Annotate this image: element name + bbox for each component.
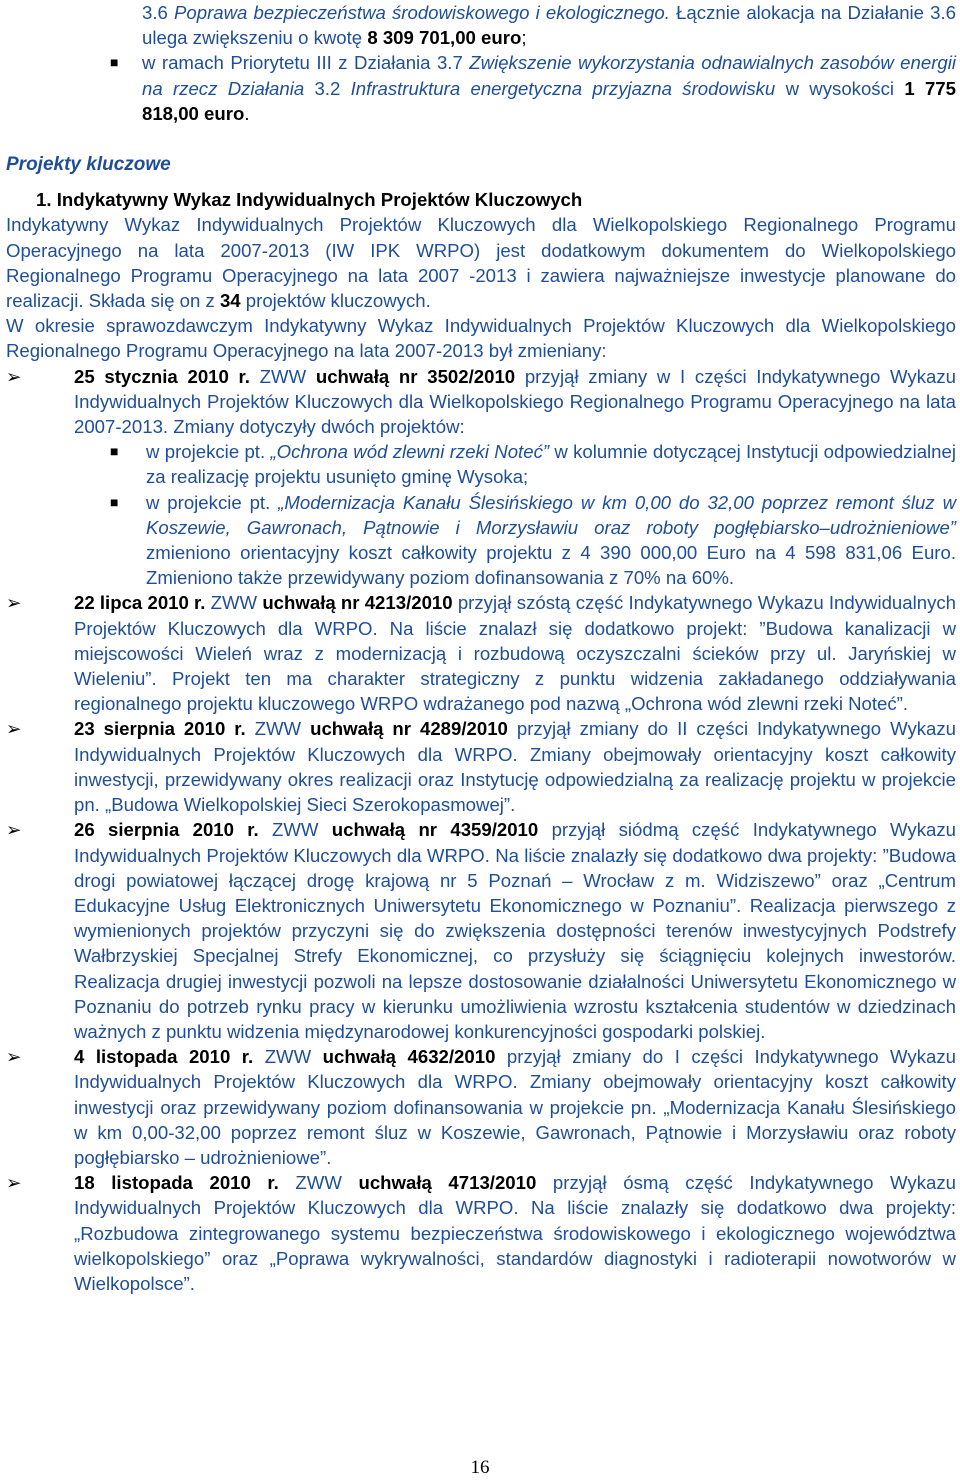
item-number: 3.7 — [436, 52, 463, 74]
resolution-number: uchwałą nr 4213/2010 — [262, 592, 453, 614]
item-number: 3.6 — [142, 2, 168, 23]
project-count: 34 — [219, 290, 241, 312]
item-text: . — [244, 102, 250, 124]
paragraph: W okresie sprawozdawczym Indykatywny Wykaz Indywidualnych Projektów Kluczowych dla Wielkopolskiego Regionalnego Programu Operacyjnego na lata 2007-2013 był zmieniany: — [6, 315, 956, 362]
resolution-number: uchwałą 4713/2010 — [358, 1172, 537, 1194]
list-item: ➢ 26 sierpnia 2010 r. ZWW uchwałą nr 4359/2010 przyjął siódmą część Indykatywnego Wykazu Indywidualnych Projektów Kluczowych dla WRPO. Na liście znalazły się dodatkowo dwa projekty: ”Budowa drogi powiatowej łączącej drogę krajową nr 5 Poznań – Wrocław z m. Widziszewo” oraz „Centrum Edukacyjne Usług Elektronicznych Uniwersytetu Ekonomicznego w Poznaniu”. Realizacja pierwszego z wymienionych projektów przyczyni się do zwiększenia dostępności terenów inwestycyjnych Podstrefy Wałbrzyskiej Specjalnej Strefy Ekonomicznej, co przysłuży się ściągnięciu kolejnych inwestorów. Realizacja drugiej inwestycji pozwoli na lepsze dostosowanie działalności Uniwersytetu Ekonomicznego w Poznaniu do potrzeb rynku pracy w kierunku umożliwienia wzrostu kształcenia studentów w dziedzinach ważnych z punktu widzenia międzynarodowej konkurencyjności gospodarki polskiej. — [6, 819, 956, 1042]
item-title: Poprawa bezpieczeństwa środowiskowego i ekologicznego. — [174, 2, 670, 23]
list-item: ■ w projekcie pt. „Modernizacja Kanału Ślesińskiego w km 0,00 do 32,00 poprzez remont śluz w Koszewie, Gawronach, Pątnowie i Morzysławiu oraz roboty pogłębiarsko–udrożnieniowe” zmieniono orientacyjny koszt całkowity projektu z 4 390 000,00 Euro na 4 598 831,06 Euro. Zmieniono także przewidywany poziom dofinansowania z 70% na 60%. — [110, 491, 957, 589]
change-date: 4 listopada 2010 r. — [74, 1046, 254, 1068]
item-title: Infrastruktura energetyczna przyjazna środowisku — [350, 77, 776, 99]
subsection-heading — [6, 187, 956, 212]
resolution-number: uchwałą nr 3502/2010 — [315, 365, 516, 387]
change-date: 18 listopada 2010 r. — [74, 1172, 279, 1194]
square-bullet-icon: ■ — [110, 54, 119, 71]
list-item: ➢ 18 listopada 2010 r. ZWW uchwałą 4713/2010 przyjął ósmą część Indykatywnego Wykazu Indywidualnych Projektów Kluczowych dla WRPO. Na liście znalazły się dodatkowo dwa projekty: „Rozbudowa zintegrowanego systemu bezpieczeństwa środowiskowego i ekologicznego województwa wielkopolskiego” oraz „Poprawa wykrywalności, standardów diagnostyki i radioterapii nowotworów w Wielkopolsce”. — [6, 1172, 956, 1294]
resolution-number: uchwałą nr 4289/2010 — [310, 718, 508, 740]
subsection-title: Indykatywny Wykaz Indywidualnych Projektów Kluczowych — [56, 189, 583, 211]
item-text: Łącznie alokacja na Działanie 3.6 ulega zwiększeniu o kwotę — [142, 2, 957, 49]
subsection-number: 1. — [36, 189, 52, 211]
item-amount: 1 775 818,00 euro — [142, 77, 956, 124]
page-number: 16 — [470, 1457, 490, 1478]
change-date: 26 sierpnia 2010 r. — [74, 819, 259, 841]
list-item — [6, 0, 956, 50]
paragraph: Indykatywny Wykaz Indywidualnych Projektów Kluczowych dla Wielkopolskiego Regionalnego Programu Operacyjnego na lata 2007-2013 (IW IPK WRPO) jest dodatkowym dokumentem do Wielkopolskiego Regionalnego Programu Operacyjnego na lata 2007 -2013 i zawiera najważniejsze inwestycje planowane do realizacji. Składa się on z 34 projektów kluczowych. — [6, 214, 956, 312]
item-amount: 8 309 701,00 euro — [367, 27, 522, 49]
square-bullet-icon: ■ — [110, 493, 119, 510]
resolution-number: uchwałą 4632/2010 — [322, 1046, 496, 1068]
change-date: 23 sierpnia 2010 r. — [74, 718, 246, 740]
arrow-bullet-icon: ➢ — [6, 1172, 22, 1194]
item-text: w wysokości — [785, 77, 895, 99]
section-heading: Projekty kluczowe — [6, 154, 171, 176]
change-date: 22 lipca 2010 r. — [74, 592, 206, 614]
list-item: ➢ 23 sierpnia 2010 r. ZWW uchwałą nr 4289/2010 przyjął zmiany do II części Indykatywnego Wykazu Indywidualnych Projektów Kluczowych dla WRPO. Zmiany obejmowały orientacyjny koszt całkowity inwestycji, przewidywany okres realizacji oraz Instytucję odpowiedzialną za realizację projektu w projekcie pn. „Budowa Wielkopolskiej Sieci Szerokopasmowej”. — [6, 718, 957, 816]
arrow-bullet-icon: ➢ — [6, 365, 22, 387]
resolution-number: uchwałą nr 4359/2010 — [331, 819, 539, 841]
arrow-bullet-icon: ➢ — [6, 592, 22, 614]
arrow-bullet-icon: ➢ — [6, 718, 22, 740]
list-item: ➢ 4 listopada 2010 r. ZWW uchwałą 4632/2010 przyjął zmiany do I części Indykatywnego Wykazu Indywidualnych Projektów Kluczowych dla WRPO. Zmiany obejmowały orientacyjny koszt całkowity inwestycji oraz przewidywany poziom dofinansowania w projekcie pn. „Modernizacja Kanału Ślesińskiego w km 0,00-32,00 poprzez remont śluz w Koszewie, Gawronach, Pątnowie i Morzysławiu oraz roboty pogłębiarsko – udrożnieniowe”. — [6, 1046, 957, 1168]
list-item: ■ w projekcie pt. „Ochrona wód zlewni rzeki Noteć” w kolumnie dotyczącej Instytucji odpowiedzialnej za realizację projektu usunięto gminę Wysoka; — [110, 441, 956, 488]
list-item: ➢ 25 stycznia 2010 r. ZWW uchwałą nr 3502/2010 przyjął zmiany w I części Indykatywnego Wykazu Indywidualnych Projektów Kluczowych dla Wielkopolskiego Regionalnego Programu Operacyjnego na lata 2007-2013. Zmiany dotyczyły dwóch projektów: — [6, 365, 956, 438]
square-bullet-icon: ■ — [110, 443, 119, 460]
arrow-bullet-icon: ➢ — [6, 1046, 22, 1068]
project-title: „Ochrona wód zlewni rzeki Noteć” — [270, 441, 550, 463]
item-title: Zwiększenie wykorzystania odnawialnych zasobów energii na rzecz Działania — [142, 52, 957, 99]
arrow-bullet-icon: ➢ — [6, 819, 22, 841]
list-item — [6, 50, 956, 126]
project-title: „Modernizacja Kanału Ślesińskiego w km 0,00 do 32,00 poprzez remont śluz w Koszewie, Gawronach, Pątnowie i Morzysławiu oraz roboty pogłębiarsko–udrożnieniowe” — [146, 491, 957, 538]
item-text: w ramach Priorytetu III z Działania — [142, 52, 431, 74]
change-date: 25 stycznia 2010 r. — [74, 365, 250, 387]
list-item: ➢ 22 lipca 2010 r. ZWW uchwałą nr 4213/2010 przyjął szóstą część Indykatywnego Wykazu Indywidualnych Projektów Kluczowych dla WRPO. Na liście znalazł się dodatkowo projekt: ”Budowa kanalizacji w miejscowości Wieleń wraz z modernizacją i rozbudową oczyszczalni ścieków przy ul. Jaryńskiej w Wieleniu”. Projekt ten ma charakter strategiczny z punktu widzenia zakładanego oddziaływania regionalnego projektu kluczowego WRPO wdrażanego pod nazwą „Ochrona wód zlewni rzeki Noteć”. — [6, 592, 956, 715]
item-number: 3.2 — [314, 77, 341, 99]
item-text: ; — [521, 27, 527, 49]
document-page — [6, 0, 956, 1296]
